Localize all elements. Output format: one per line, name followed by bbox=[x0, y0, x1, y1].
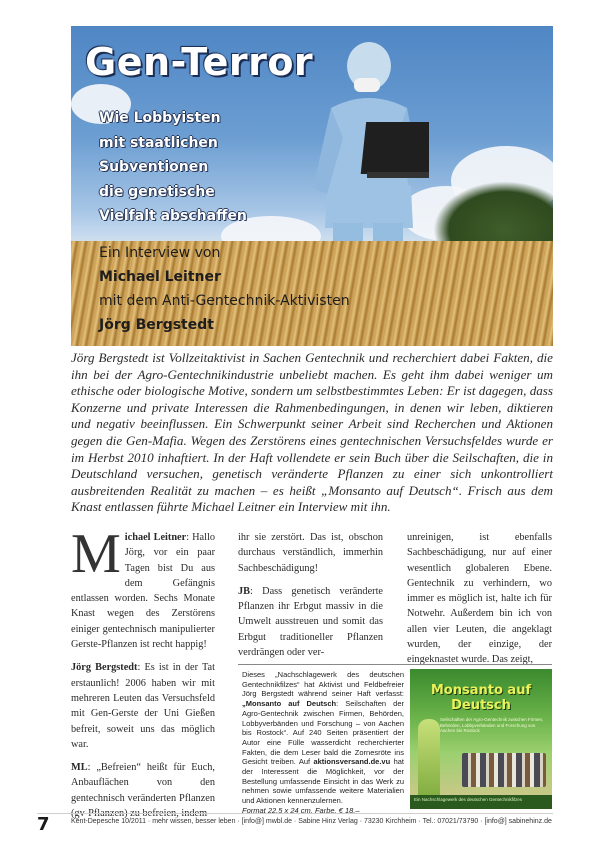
paragraph-text: unreinigen, ist ebenfalls Sachbeschädigung, nur auf einer wesentlich globaleren Ebene. Gentechnik zu verhindern, wo immer es möglich ist, halte ich für Notwehr. Außerdem bin ich von allen vier Leuten, die angeklagt wurden, der einzige, der eingeknastet wurde. Das zeigt, bbox=[407, 532, 552, 666]
interview-credit bbox=[99, 241, 350, 337]
book-info-box bbox=[238, 664, 552, 815]
subtitle-line: die genetische bbox=[99, 183, 215, 200]
subtitle-line: mit staatlichen bbox=[99, 134, 218, 151]
paragraph bbox=[71, 660, 215, 752]
speaker-name: ML bbox=[71, 762, 88, 774]
book-link[interactable]: aktionsversand.de.vu bbox=[313, 757, 391, 767]
article-title: Gen-Terror bbox=[85, 40, 314, 84]
article-column-3 bbox=[407, 530, 552, 676]
cover-title: Monsanto auf Deutsch bbox=[430, 683, 532, 713]
paragraph-text: : Hallo Jörg, vor ein paar Tagen bist Du aus dem Gefängnis entlassen worden. Sechs Monate Knast wegen des Zerstörens einiger gentechnisch manipulierter Gerste-Pflanzen ist recht happig! bbox=[71, 532, 215, 651]
book-text: : Seilschaften der Agro-Gentechnik zwischen Firmen, Behörden, Lobbyverbänden und Forschung – von Aachen bis Rostock“. Auf 240 Seiten präsentiert der Autor eine Fülle wasserdicht recherchierter Fakten, die dem Leser bald die Zornesröte ins Gesicht treiben. Auf bbox=[242, 699, 404, 767]
paragraph-text: : Dass genetisch veränderte Pflanzen ihr Erbgut massiv in die Umwelt ausstreuen und somit das Erbgut traditioneller Pflanzen verdrängen oder ver- bbox=[238, 585, 383, 659]
footer-line: Kent-Depesche 10/2011 · mehr wissen, besser leben · [info@] mwbl.de · Sabine Hinz Verlag · 73230 Kirchheim · Tel.: 07021/73790 · [info@] sabinehinz.de bbox=[71, 818, 552, 825]
paragraph-text: : Es ist in der Tat erstaunlich! 2006 haben wir mit mehreren Leuten das Versuchsfeld mit Gen-Gerste der Uni Gießen befreit, soweit uns das möglich war. bbox=[71, 662, 215, 750]
page-footer bbox=[37, 813, 553, 835]
article-column-2 bbox=[238, 530, 383, 668]
book-text: Dieses „Nachschlagewerk des deutschen Gentechnikfilzes“ hat Aktivist und Feldbefreier Jörg Bergstedt während seiner Haft verfasst: bbox=[242, 670, 404, 699]
book-description bbox=[242, 670, 404, 816]
cover-blurb: Seilschaften der Agro-Gentechnik zwischen Firmen, Behörden, Lobbyverbänden und Forschung von Aachen bis Rostock bbox=[440, 717, 544, 733]
book-text: hat der Interessent die Möglichkeit, vor der Bestellung umfassende Einsicht in das Werk zu nehmen sowie umfassende weitere Materialien und Aktionen kennenzulernen. bbox=[242, 757, 404, 806]
credit-interviewee: Jörg Bergstedt bbox=[99, 317, 214, 333]
intro-paragraph: Jörg Bergstedt ist Vollzeitaktivist in Sachen Gentechnik und recherchiert dabei Fakten, die ihn bei der Agro-Gentechnikindustrie unbeliebt machen. Es geht ihm dabei weniger um ethische oder biologische Motive, sondern um selbstbestimmtes Leben: Er ist dagegen, dass Konzerne und private Interessen die Rahmenbedingungen, in denen wir leben, diktieren und negativ beeinflussen. Ein Schwerpunkt seiner Arbeit sind Recherchen und Aktionen gegen die Gen-Mafia. Wegen des Zerstörens eines gentechnischen Versuchsfeldes wurde er im Herbst 2010 inhaftiert. In der Haft vollendete er sein Buch über die Seilschaften, die in Deutschland versuchen, genetisch veränderte Pflanzen zu einer sich unkontrolliert ausbreitenden Realität zu machen – es heißt „Monsanto auf Deutsch“. Frisch aus dem Knast entlassen führte Michael Leitner ein Interview mit ihn. bbox=[71, 350, 553, 515]
credit-with: mit dem Anti-Gentechnik-Aktivisten bbox=[99, 293, 350, 309]
subtitle-line: Vielfalt abschaffen bbox=[99, 208, 247, 224]
speaker-name: Jörg Bergstedt bbox=[71, 662, 138, 674]
speaker-name: JB bbox=[238, 585, 251, 597]
maize-graphic bbox=[418, 719, 440, 805]
article-subtitle bbox=[99, 106, 247, 229]
credit-author: Michael Leitner bbox=[99, 269, 221, 285]
paragraph-text: : „Befreien“ heißt für Euch, Anbauflächen von den gentechnisch veränderten Pflanzen (gv-Pflanzen) zu befreien, indem bbox=[71, 762, 215, 820]
protest-photo bbox=[462, 753, 546, 787]
book-title: „Monsanto auf Deutsch bbox=[242, 699, 337, 709]
drop-cap: M bbox=[71, 523, 121, 585]
subtitle-line: Wie Lobbyisten bbox=[99, 110, 221, 126]
article-column-1 bbox=[71, 523, 215, 829]
book-format: Format 22,5 x 24 cm, Farbe, € 18,– bbox=[242, 805, 360, 815]
speaker-name: ichael Leitner bbox=[124, 532, 187, 543]
credit-intro: Ein Interview von bbox=[99, 245, 221, 261]
paragraph bbox=[238, 530, 383, 576]
paragraph bbox=[407, 530, 552, 668]
page-number: 7 bbox=[37, 814, 50, 835]
cover-footer: Ein Nachschlagewerk des deutschen Gentechnikfilzes bbox=[410, 795, 552, 809]
hero-image bbox=[71, 26, 553, 346]
paragraph bbox=[71, 523, 215, 652]
paragraph-text: ihr sie zerstört. Das ist, obschon durchaus verständlich, immerhin Sachbeschädigung! bbox=[238, 532, 383, 574]
book-cover bbox=[410, 669, 552, 809]
subtitle-line: Subventionen bbox=[99, 159, 209, 175]
paragraph bbox=[238, 584, 383, 660]
